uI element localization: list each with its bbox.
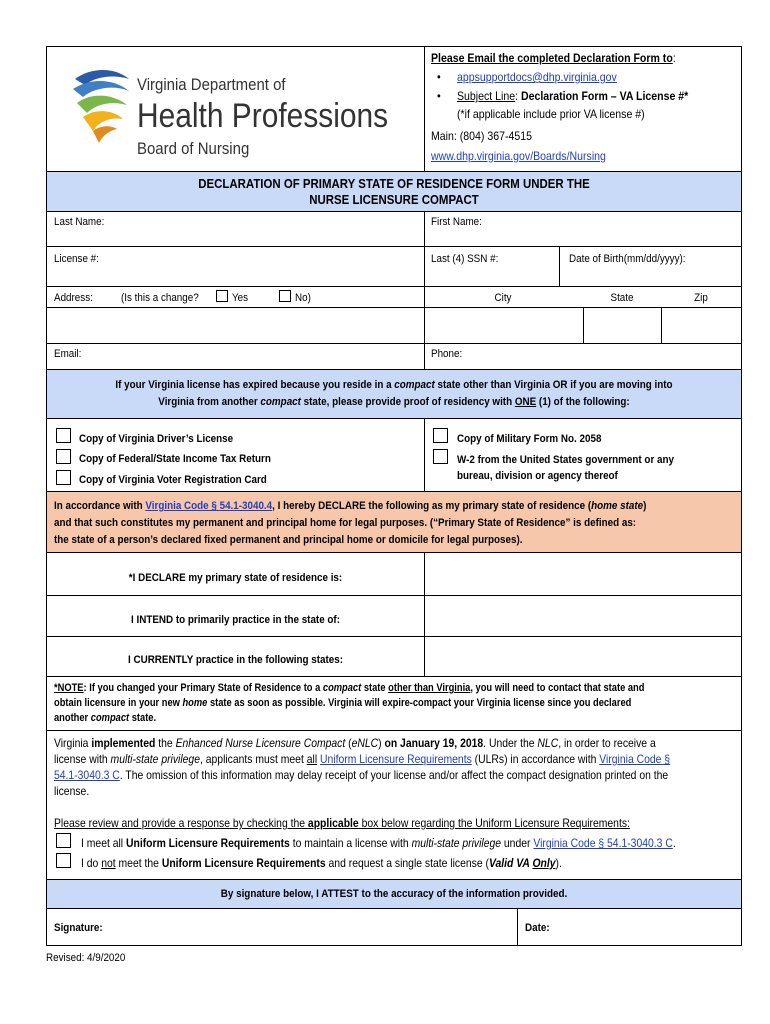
email-link[interactable]: appsupportdocs@dhp.virginia.gov (457, 70, 617, 84)
attest-banner: By signature below, I ATTEST to the accuracy of the information provided. (47, 880, 741, 908)
no-label: No) (295, 292, 311, 304)
zip-label: Zip (694, 292, 708, 304)
city-field[interactable] (425, 308, 583, 343)
ssn-label: Last (4) SSN #: (431, 253, 499, 265)
signature-label: Signature: (54, 922, 103, 934)
license-label: License #: (54, 253, 99, 265)
last-name-field[interactable] (47, 212, 424, 246)
state-field[interactable] (584, 308, 661, 343)
w2-label-line2: bureau, division or agency thereof (457, 470, 618, 482)
address-change-yes-checkbox[interactable] (216, 290, 228, 302)
dob-field[interactable] (560, 247, 742, 286)
phone-label: Phone: (431, 348, 463, 360)
logo-line1: Virginia Department of (137, 75, 286, 94)
logo-mark-icon (71, 65, 133, 145)
is-change-label: (Is this a change? (121, 292, 199, 304)
w2-label-line1: W-2 from the United States government or any (457, 454, 674, 466)
tax-return-checkbox[interactable] (56, 449, 71, 464)
meet-ulr-checkbox[interactable] (56, 833, 71, 848)
phone-field[interactable] (425, 344, 742, 369)
ssn-field[interactable] (425, 247, 559, 286)
ulr-link[interactable]: Uniform Licensure Requirements (320, 752, 472, 766)
subject-line: Subject Line: Declaration Form – VA License #* (457, 89, 689, 103)
website-link[interactable]: www.dhp.virginia.gov/Boards/Nursing (431, 149, 606, 163)
declare-state-field[interactable] (425, 553, 742, 595)
logo-line2: Health Professions (137, 97, 389, 135)
declaration-form (46, 46, 742, 946)
address-change-no-checkbox[interactable] (279, 290, 291, 302)
residency-instructions: If your Virginia license has expired because you reside in a compact state other than Virginia OR if you are moving into Virginia from another compact state, please provide proof of residency with ONE (1) of the following: (47, 370, 741, 418)
dob-label: Date of Birth(mm/dd/yyyy): (569, 253, 686, 265)
state-label: State (610, 292, 634, 304)
license-field[interactable] (47, 247, 424, 286)
street-address-field[interactable] (47, 308, 424, 343)
not-meet-ulr-checkbox[interactable] (56, 853, 71, 868)
yes-label: Yes (232, 292, 249, 304)
last-name-label: Last Name: (54, 216, 105, 228)
voter-registration-label: Copy of Virginia Voter Registration Card (79, 474, 267, 486)
revised-date: Revised: 4/9/2020 (46, 952, 126, 964)
main-phone: Main: (804) 367-4515 (431, 129, 532, 143)
drivers-license-checkbox[interactable] (56, 428, 71, 443)
signature-field[interactable] (47, 909, 517, 945)
note-block: *NOTE: If you changed your Primary State of Residence to a compact state other than Virginia, you will need to contact that state and obtain licensure in your new home state as soon as possible. Virginia will expire-compact your Virginia license since you declared another compact state. (54, 682, 645, 724)
address-label: Address: (54, 292, 93, 304)
military-form-label: Copy of Military Form No. 2058 (457, 433, 602, 445)
w2-checkbox[interactable] (433, 449, 448, 464)
code-54-1-3040-3c-link[interactable]: Virginia Code § 54.1-3040.3 C (533, 836, 673, 850)
drivers-license-label: Copy of Virginia Driver’s License (79, 433, 234, 445)
subject-note: (*if applicable include prior VA license #) (457, 107, 645, 121)
zip-field[interactable] (662, 308, 742, 343)
intend-state-field[interactable] (425, 596, 742, 636)
code-54-1-3040-3c-link-part2[interactable]: 54.1-3040.3 C (54, 768, 120, 782)
current-states-field[interactable] (425, 637, 742, 676)
date-label: Date: (525, 922, 550, 934)
first-name-field[interactable] (425, 212, 742, 246)
meet-ulr-label: I meet all Uniform Licensure Requirements to maintain a license with multi-state privilege under Virginia Code § 54.1-3040.3 C. (81, 836, 676, 850)
email-label: Email: (54, 348, 82, 360)
code-54-1-3040-4-link[interactable]: Virginia Code § 54.1-3040.4 (145, 500, 273, 512)
declare-state-label: *I DECLARE my primary state of residence is: (128, 572, 343, 584)
ulr-review-instruction: Please review and provide a response by checking the applicable box below regarding the Uniform Licensure Requirements: (54, 816, 630, 830)
dhp-logo (67, 57, 407, 162)
logo-line3: Board of Nursing (137, 139, 250, 158)
voter-registration-checkbox[interactable] (56, 470, 71, 485)
first-name-label: First Name: (431, 216, 482, 228)
contact-block: Please Email the completed Declaration Form to: • appsupportdocs@dhp.virginia.gov • Subject Line: Declaration Form – VA License #* (*if applicable include prior VA license #) Main: (804) 367-4515 www.dhp.virginia.gov/Boards/Nursing (431, 51, 689, 163)
not-meet-ulr-label: I do not meet the Uniform Licensure Requirements and request a single state license (Valid VA Only). (81, 856, 562, 870)
declaration-statement: In accordance with Virginia Code § 54.1-3040.4, I hereby DECLARE the following as my primary state of residence (home state) and that such constitutes my permanent and principal home for legal purposes. (“Primary State of Residence” is defined as: the state of a person’s declared fixed permanent and principal home or domicile for legal purposes). (47, 492, 741, 552)
current-states-label: I CURRENTLY practice in the following states: (128, 654, 343, 666)
form-title: DECLARATION OF PRIMARY STATE OF RESIDENCE FORM UNDER THE NURSE LICENSURE COMPACT (47, 172, 741, 211)
tax-return-label: Copy of Federal/State Income Tax Return (79, 453, 271, 465)
email-heading: Please Email the completed Declaration Form to (431, 51, 673, 65)
intend-state-label: I INTEND to primarily practice in the state of: (131, 614, 340, 626)
code-54-1-3040-3c-link-part1[interactable]: Virginia Code § (599, 752, 671, 766)
military-form-checkbox[interactable] (433, 428, 448, 443)
date-field[interactable] (518, 909, 742, 945)
city-label: City (494, 292, 512, 304)
enlc-paragraph: Virginia implemented the Enhanced Nurse Licensure Compact (eNLC) on January 19, 2018. Under the NLC, in order to receive a license with multi-state privilege, applicants must meet all Uniform Licensure Requirements (ULRs) in accordance with Virginia Code § 54.1-3040.3 C. The omission of this information may delay receipt of your license and/or affect the compact designation printed on the license. (54, 736, 671, 798)
email-field[interactable] (47, 344, 424, 369)
